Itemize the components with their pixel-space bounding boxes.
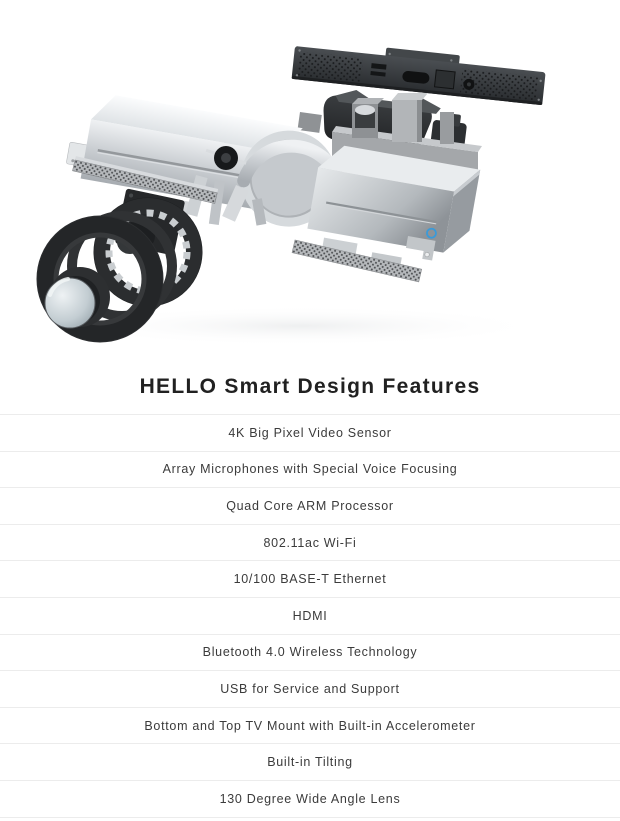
feature-label: HDMI <box>292 608 328 623</box>
feature-row <box>0 781 620 818</box>
feature-row <box>0 452 620 489</box>
feature-label: USB for Service and Support <box>220 681 400 696</box>
feature-row <box>0 708 620 745</box>
feature-label: Array Microphones with Special Voice Focusing <box>162 462 458 477</box>
feature-label: 802.11ac Wi-Fi <box>263 535 357 550</box>
exploded-view-illustration <box>0 0 620 360</box>
feature-label: Built-in Tilting <box>267 755 353 770</box>
feature-row <box>0 671 620 708</box>
feature-label: 130 Degree Wide Angle Lens <box>219 791 401 806</box>
feature-label: Bluetooth 4.0 Wireless Technology <box>202 645 418 660</box>
feature-row <box>0 561 620 598</box>
feature-label: 10/100 BASE-T Ethernet <box>233 572 387 587</box>
feature-row <box>0 744 620 781</box>
feature-list <box>0 414 620 818</box>
feature-row <box>0 525 620 562</box>
page-title: HELLO Smart Design Features <box>139 375 481 398</box>
feature-row <box>0 415 620 452</box>
feature-label: Quad Core ARM Processor <box>226 498 394 513</box>
product-exploded-view-image <box>0 0 620 360</box>
feature-label: 4K Big Pixel Video Sensor <box>228 425 392 440</box>
feature-label: Bottom and Top TV Mount with Built-in Accelerometer <box>144 718 476 733</box>
feature-row <box>0 635 620 672</box>
feature-row <box>0 488 620 525</box>
feature-row <box>0 598 620 635</box>
